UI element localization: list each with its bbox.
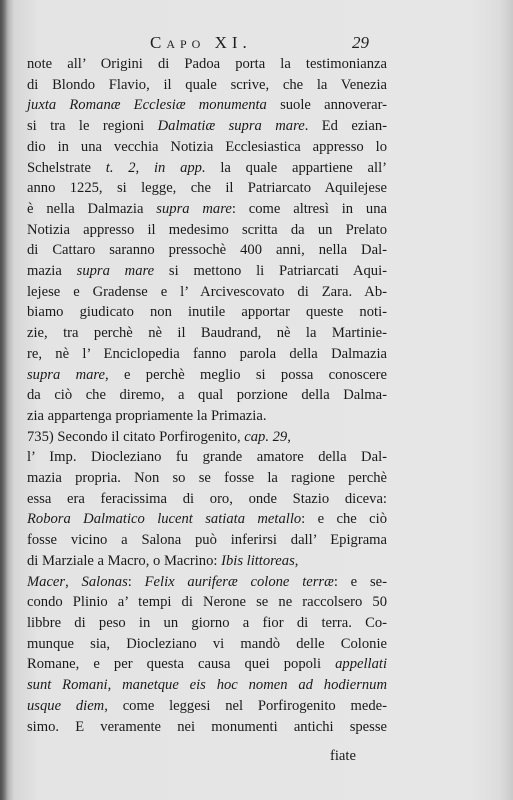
text-line (27, 220, 387, 241)
text-line (27, 95, 387, 116)
text-line (27, 240, 387, 261)
text-line (27, 261, 387, 282)
text-segment: Notizia appresso il medesimo scritta da un Prelato (27, 221, 387, 238)
italic-segment: supra mare (156, 200, 232, 217)
text-segment: la quale appartiene all’ (205, 159, 387, 176)
text-line (27, 54, 387, 75)
text-segment: mazia (27, 263, 77, 280)
text-line (27, 613, 387, 634)
italic-segment: sunt Romani (27, 677, 108, 694)
text-line (27, 427, 387, 448)
text-segment: note all’ Origini di Padoa porta la testimonianza (27, 56, 387, 72)
text-segment: , (287, 428, 291, 445)
text-line (27, 489, 387, 510)
text-line (27, 344, 387, 365)
body-text (27, 54, 387, 737)
italic-segment: appellati (335, 656, 387, 673)
spine-shadow (0, 0, 8, 800)
catchword: fiate (330, 748, 356, 764)
italic-segment: Dalmatiæ supra mare (157, 118, 305, 135)
text-segment: , come leggesi nel Porfirogenito mede- (104, 697, 387, 714)
text-segment: di Marziale a Macro, o Macrino: (27, 552, 222, 569)
text-segment: Schelstrate (27, 159, 106, 176)
text-line (27, 654, 387, 675)
text-segment: Romane, e per questa causa quei popoli (27, 656, 336, 673)
text-segment: fosse vicino a Salona può inferirsi dall’ Epigrama (27, 532, 387, 549)
text-segment: l’ Imp. Diocleziano fu grande amatore della Dal- (27, 449, 387, 466)
italic-segment: supra mare (27, 366, 106, 383)
text-segment: dio in una vecchia Notizia Ecclesiastica appresso lo (27, 138, 387, 155)
text-segment: , (294, 552, 299, 569)
text-segment: : come altresì in una (231, 200, 387, 217)
text-segment: da ciò che diremo, a qual porzione della Dalma- (27, 387, 387, 404)
text-segment: re, nè l’ Enciclopedia fanno parola della Dalmazia (27, 345, 387, 362)
text-line (27, 199, 387, 220)
text-segment: , (107, 677, 123, 694)
text-line (27, 634, 387, 655)
text-segment: suole annoverar- (266, 97, 387, 114)
text-segment: 735) Secondo il citato Porfirogenito, (27, 428, 245, 445)
text-line (27, 178, 387, 199)
text-segment: si tra le regioni (27, 118, 158, 135)
text-line (27, 717, 387, 738)
text-segment: è nella Dalmazia (27, 200, 157, 217)
text-segment: : e se- (333, 573, 387, 590)
text-segment: si mettono li Patriarcati Aqui- (154, 263, 387, 280)
text-segment: : (127, 573, 145, 590)
text-segment: libbre di peso in un giorno a fior di terra. Co- (27, 614, 387, 631)
text-segment: zia appartenga propriamente la Primazia. (27, 407, 267, 424)
text-line (27, 75, 387, 96)
text-segment: , e perchè meglio si possa conoscere (105, 366, 387, 383)
text-line (27, 365, 387, 386)
text-line (27, 385, 387, 406)
italic-segment: t. 2, in app. (105, 159, 206, 176)
text-segment: mazia propria. Non so se fosse la ragione perchè (27, 470, 387, 487)
text-line (27, 323, 387, 344)
italic-segment: supra mare (76, 263, 155, 280)
text-segment: condo Plinio a’ tempi di Nerone se ne raccolsero 50 (27, 594, 387, 611)
text-segment: di Cattaro saranno pressochè 400 anni, nella Dal- (27, 242, 387, 259)
text-line (27, 302, 387, 323)
italic-segment: Felix auriferæ colone terræ (144, 573, 334, 590)
italic-segment: Robora Dalmatico lucent satiata metallo (27, 511, 302, 528)
text-line (27, 675, 387, 696)
text-segment: essa era feracissima di oro, onde Stazio diceva: (27, 490, 387, 507)
text-segment: di Blondo Flavio, il quale scrive, che la Venezia (27, 76, 387, 93)
italic-segment: Salonas (81, 573, 128, 590)
text-line (27, 282, 387, 303)
italic-segment: manetque eis hoc nomen ad hodiernum (122, 677, 388, 694)
text-line (27, 530, 387, 551)
text-segment: biamo giudicato non inutile apportar queste noti- (27, 304, 387, 321)
text-segment: anno 1225, si legge, che il Patriarcato Aquilejese (27, 180, 387, 197)
italic-segment: Ibis littoreas (221, 552, 295, 569)
text-line (27, 551, 387, 572)
text-line (27, 116, 387, 137)
text-line (27, 137, 387, 158)
text-line (27, 406, 387, 427)
text-line (27, 572, 387, 593)
text-line (27, 447, 387, 468)
text-segment: : e che ciò (301, 511, 387, 528)
text-segment: munque sia, Diocleziano vi mandò delle Colonie (27, 635, 387, 652)
text-segment: simo. E veramente nei monumenti antichi spesse (27, 718, 387, 735)
italic-segment: cap. 29 (244, 428, 288, 445)
text-line (27, 158, 387, 179)
running-head: Capo XI. (150, 33, 252, 52)
italic-segment: usque diem (27, 697, 105, 714)
text-line (27, 696, 387, 717)
text-segment: zie, tra perchè nè il Baudrand, nè la Martinie- (27, 325, 387, 342)
text-segment: , (65, 573, 82, 590)
page-number: 29 (352, 33, 369, 52)
italic-segment: juxta Romanæ Ecclesiæ monumenta (27, 97, 267, 114)
text-line (27, 509, 387, 530)
text-segment: . Ed ezian- (304, 118, 387, 135)
text-segment: lejese e Gradense e l’ Arcivescovato di Zara. Ab- (27, 283, 387, 300)
italic-segment: Macer (27, 573, 66, 590)
page-header (150, 33, 380, 55)
text-line (27, 592, 387, 613)
text-line (27, 468, 387, 489)
